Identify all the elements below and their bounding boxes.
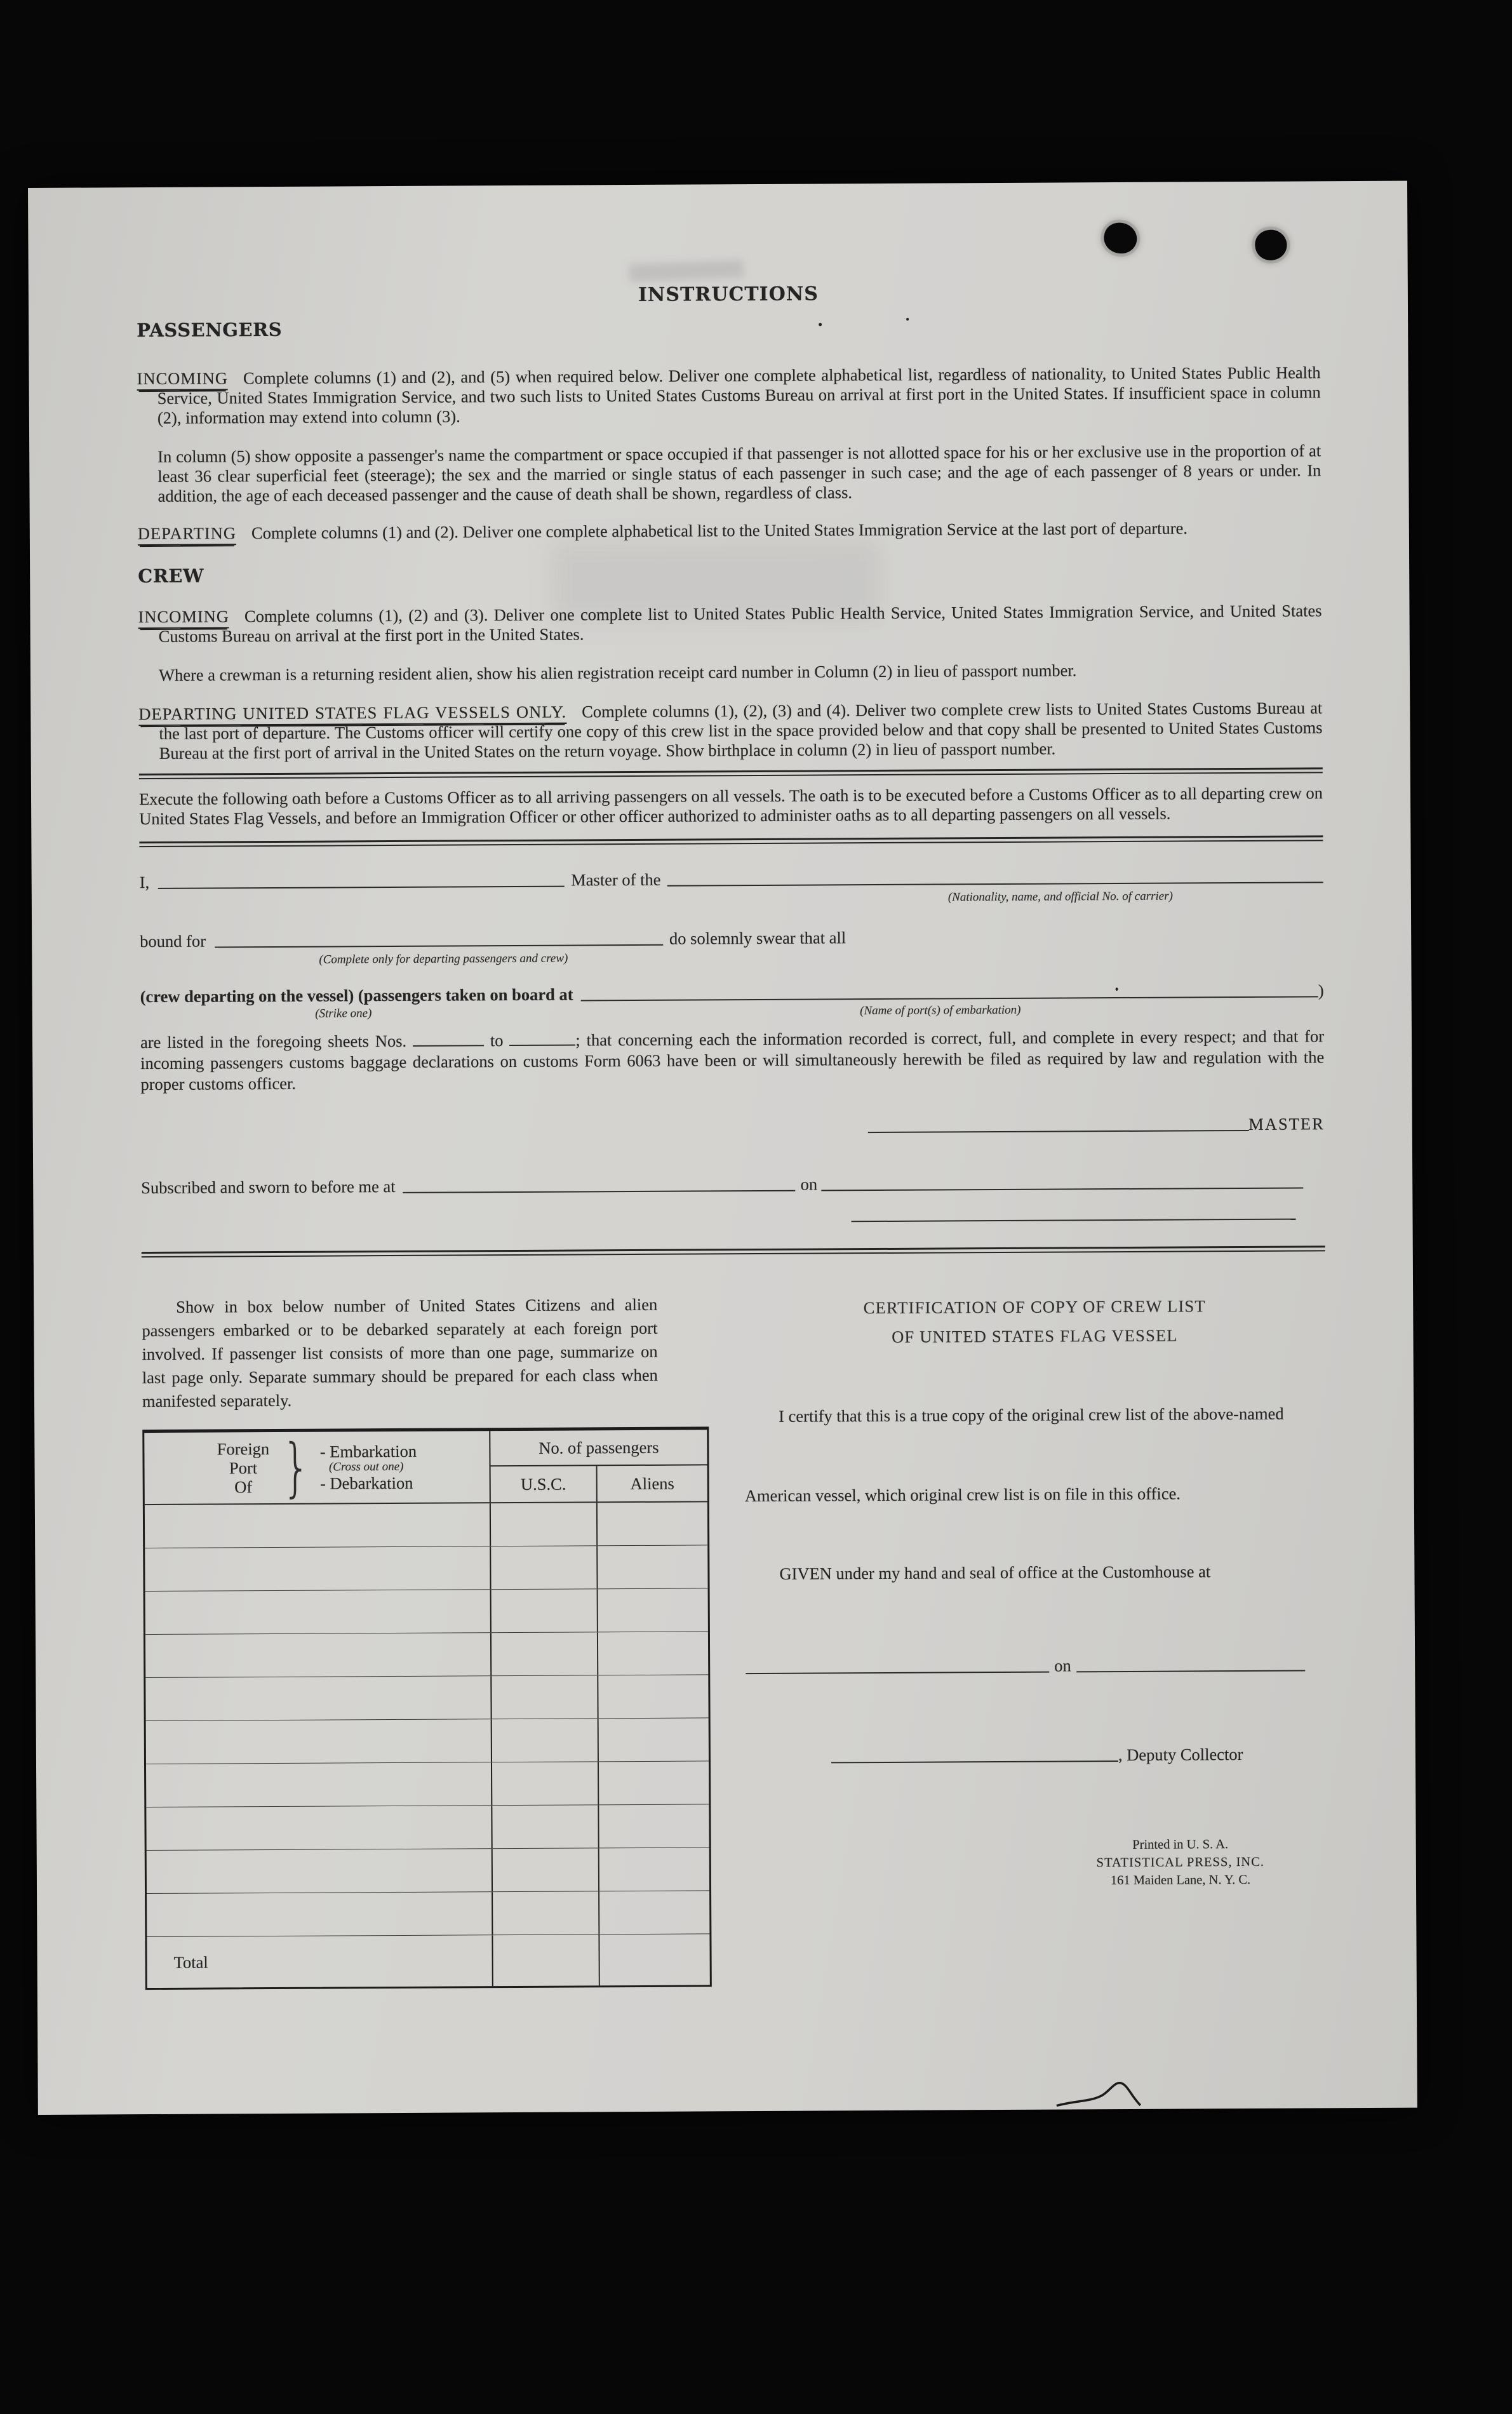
summary-total-row (147, 1934, 709, 1988)
foreign-port-header-cell (144, 1431, 491, 1504)
debarkation-option: - Debarkation (319, 1473, 413, 1493)
brace-icon: } (281, 1430, 311, 1505)
are-listed-paragraph (140, 1026, 1324, 1095)
bottom-section (142, 1289, 1329, 1990)
summary-table-row (146, 1761, 709, 1807)
resident-alien-note: Where a crewman is a returning resident alien, show his alien registration receipt card number in Column (2) in lieu of passport number. (158, 660, 1077, 685)
crew-incoming-label: INCOMING (138, 607, 229, 629)
summary-table-body (145, 1502, 710, 1937)
crew-incoming-text: Complete columns (1), (2) and (3). Deliver one complete list to United States Public Health Service, United States Immigration Service, and United States Customs Bureau on arrival at the first port in the United States. (158, 601, 1322, 646)
usc-cell[interactable] (492, 1632, 598, 1675)
certify-line-2: American vessel, which original crew list is on file in this office. (744, 1484, 1181, 1506)
bound-for-label: bound for (140, 931, 206, 951)
port-cell[interactable] (146, 1806, 492, 1850)
usc-cell[interactable] (493, 1848, 599, 1891)
certify-line-1: I certify that this is a true copy of the original crew list of the above-named (779, 1404, 1284, 1426)
crew-departing-label: DEPARTING UNITED STATES FLAG VESSELS ONLY. (138, 702, 566, 727)
page-title: INSTRUCTIONS (638, 283, 819, 306)
carrier-caption: (Nationality, name, and official No. of carrier) (947, 889, 1173, 904)
subscribed-label: Subscribed and sworn to before me at (141, 1176, 396, 1198)
usc-cell[interactable] (492, 1762, 599, 1805)
summary-table-row (145, 1502, 707, 1548)
officer-signature-field[interactable] (852, 1217, 1296, 1223)
summary-table (142, 1426, 712, 1990)
departing-caption-row (140, 948, 1323, 968)
subscribed-row (141, 1172, 1325, 1198)
printer-imprint (1044, 1835, 1317, 1889)
sworn-date-field[interactable] (821, 1186, 1303, 1191)
master-signature-row (141, 1114, 1325, 1140)
usc-cell[interactable] (491, 1546, 598, 1589)
summary-table-header (144, 1430, 707, 1505)
imprint-line-2: STATISTICAL PRESS, INC. (1096, 1854, 1265, 1870)
sworn-place-field[interactable] (403, 1189, 796, 1193)
passengers-heading: PASSENGERS (137, 318, 283, 342)
port-cell[interactable] (145, 1676, 492, 1720)
customhouse-row (746, 1654, 1327, 1677)
embarkation-option: - Embarkation (319, 1441, 417, 1461)
master-name-field[interactable] (158, 885, 565, 889)
incoming-label: INCOMING (137, 368, 228, 391)
officer-signature-row (142, 1217, 1325, 1229)
listed-to-label: to (490, 1031, 504, 1050)
cert-on-label: on (1054, 1656, 1071, 1675)
aliens-cell[interactable] (599, 1761, 709, 1804)
summary-table-row (145, 1632, 708, 1678)
imprint-line-3: 161 Maiden Lane, N. Y. C. (1110, 1872, 1251, 1888)
imprint-line-1: Printed in U. S. A. (1132, 1837, 1229, 1852)
on-label: on (800, 1174, 818, 1194)
section-divider (139, 835, 1323, 847)
aliens-cell[interactable] (598, 1675, 708, 1718)
crew-heading: CREW (138, 565, 204, 587)
port-cell[interactable] (147, 1849, 493, 1893)
port-cell[interactable] (145, 1503, 491, 1548)
summary-table-row (145, 1545, 707, 1592)
usc-cell[interactable] (492, 1675, 598, 1719)
usc-cell[interactable] (492, 1589, 598, 1632)
total-label-cell: Total (147, 1935, 493, 1988)
close-paren: ) (1318, 981, 1324, 1000)
carrier-caption-row (140, 888, 1323, 909)
listed-text-2: ; that concerning each the information recorded is correct, full, and complete in every respect; and that for incoming passengers customs baggage declarations on customs Form 6063 have been or will simultaneously herewith be filed as required by law and regulation with the proper customs officer. (140, 1026, 1325, 1094)
bound-for-row (140, 925, 1323, 951)
master-of-the-label: Master of the (571, 869, 661, 890)
aliens-cell[interactable] (598, 1632, 708, 1675)
passengers-count-header: No. of passengers (490, 1430, 707, 1466)
given-line: GIVEN under my hand and seal of office at the Customhouse at (779, 1562, 1211, 1583)
passengers-incoming-paragraph (137, 363, 1320, 428)
passengers-header-cell (490, 1430, 707, 1502)
oath-instruction: Execute the following oath before a Customs Officer as to all arriving passengers on all vessels. The oath is to be executed before a Customs Officer as to all departing crew on United States Flag Vessels, and before an Immigration Officer or other officer authorized to administer oaths as to all departing passengers on all vessels. (138, 783, 1323, 829)
summary-column (142, 1292, 712, 1990)
departing-caption: (Complete only for departing passengers and crew) (319, 951, 568, 967)
port-cell[interactable] (145, 1546, 491, 1591)
cross-out-caption: (Cross out one) (328, 1459, 404, 1474)
crew-departing-option: (crew departing on the vessel) (passengers taken on board at (140, 984, 573, 1007)
certification-heading: CERTIFICATION OF COPY OF CREW LIST OF UNITED STATES FLAG VESSEL (863, 1296, 1206, 1346)
passengers-departing-paragraph (138, 518, 1321, 544)
aliens-cell[interactable] (598, 1588, 708, 1632)
port-cell[interactable] (145, 1590, 492, 1634)
port-cell[interactable] (146, 1719, 492, 1764)
total-usc-cell[interactable] (493, 1935, 599, 1986)
aliens-cell[interactable] (599, 1718, 709, 1761)
deputy-collector-label: , Deputy Collector (1118, 1745, 1243, 1765)
usc-cell[interactable] (492, 1805, 599, 1848)
paper-edge-mark (1054, 2080, 1162, 2109)
sheet-to-field[interactable] (509, 1043, 575, 1047)
aliens-cell[interactable] (598, 1502, 707, 1545)
aliens-column-header: Aliens (630, 1473, 674, 1493)
port-of-embarkation-field[interactable] (581, 995, 1318, 1001)
strike-one-caption: (Strike one) (315, 1007, 372, 1021)
master-name-row (140, 866, 1323, 892)
aliens-cell[interactable] (598, 1545, 707, 1588)
master-label: MASTER (1248, 1114, 1325, 1134)
departing-label: DEPARTING (138, 523, 236, 546)
usc-cell[interactable] (493, 1891, 599, 1935)
crew-departing-text: Complete columns (1), (2), (3) and (4). Deliver two complete crew lists to United States Customs Bureau at the last port of departure. The Customs officer will certify one copy of this crew list in the space provided below and that copy shall be presented to United States Customs Bureau at the first port of arrival in the United States on the return voyage. Show birthplace in column (2) in lieu of passport number. (159, 698, 1323, 763)
port-cell[interactable] (146, 1762, 492, 1807)
port-cell[interactable] (147, 1892, 493, 1936)
scanned-form-page (28, 181, 1417, 2115)
port-cell[interactable] (145, 1633, 492, 1677)
summary-table-row (147, 1847, 709, 1894)
destination-field[interactable] (215, 943, 663, 948)
deputy-signature-field[interactable] (831, 1759, 1118, 1763)
port-caption: (Name of port(s) of embarkation) (860, 1003, 1021, 1018)
column5-note: In column (5) show opposite a passenger's name the compartment or space occupied if that passenger is not allotted space for his or her exclusive use in the proportion of at least 36 clear superficial feet (steerage); the sex and the married or single status of each passenger in such case; and the age of each passenger of 8 years or under. In addition, the age of each deceased passenger and the cause of death shall be shown, regardless of class. (157, 441, 1321, 506)
aliens-cell[interactable] (599, 1891, 709, 1934)
summary-note: Show in box below number of United States Citizens and alien passengers embarked or to be debarked separately at each foreign port involved. If passenger list consists of more than one page, summarize on last page only. Separate summary should be prepared for each class when manifested separately. (142, 1294, 658, 1411)
incoming-text: Complete columns (1) and (2), and (5) when required below. Deliver one complete alphabetical list, regardless of nationality, to United States Public Health Service, United States Immigration Service, and two such lists to United States Customs Bureau on arrival at first port in the United States. If insufficient space in column (2), information may extend into column (3). (157, 363, 1321, 427)
section-divider (142, 1245, 1325, 1257)
deputy-collector-row (746, 1744, 1328, 1767)
usc-cell[interactable] (492, 1719, 599, 1762)
embark-debark-options (320, 1442, 417, 1492)
sheet-from-field[interactable] (413, 1043, 484, 1047)
crew-incoming-paragraph (138, 601, 1321, 647)
certification-column (708, 1289, 1329, 1987)
listed-text-1: are listed in the foregoing sheets Nos. (140, 1031, 407, 1052)
swear-label: do solemnly swear that all (669, 928, 846, 948)
summary-table-row (145, 1675, 708, 1721)
summary-table-row (146, 1718, 709, 1764)
total-aliens-cell[interactable] (600, 1959, 710, 1960)
usc-cell[interactable] (491, 1503, 598, 1546)
aliens-cell[interactable] (599, 1804, 709, 1847)
usc-column-header: U.S.C. (491, 1466, 598, 1502)
summary-table-row (146, 1804, 709, 1851)
master-signature-field[interactable] (867, 1129, 1248, 1133)
passengers-subheader-row (491, 1465, 707, 1502)
foreign-port-label: Foreign Port Of (217, 1439, 270, 1497)
i-label: I, (139, 873, 150, 892)
section-divider (139, 767, 1323, 779)
summary-table-row (145, 1588, 708, 1635)
vessel-name-field[interactable] (667, 880, 1323, 886)
customhouse-place-field[interactable] (746, 1670, 1049, 1675)
crew-departing-paragraph (138, 698, 1322, 763)
summary-table-row (147, 1891, 709, 1937)
cert-date-field[interactable] (1076, 1669, 1305, 1673)
departing-text: Complete columns (1) and (2). Deliver one complete alphabetical list to the United States Immigration Service at the last port of departure. (251, 518, 1188, 543)
aliens-cell[interactable] (599, 1847, 709, 1891)
